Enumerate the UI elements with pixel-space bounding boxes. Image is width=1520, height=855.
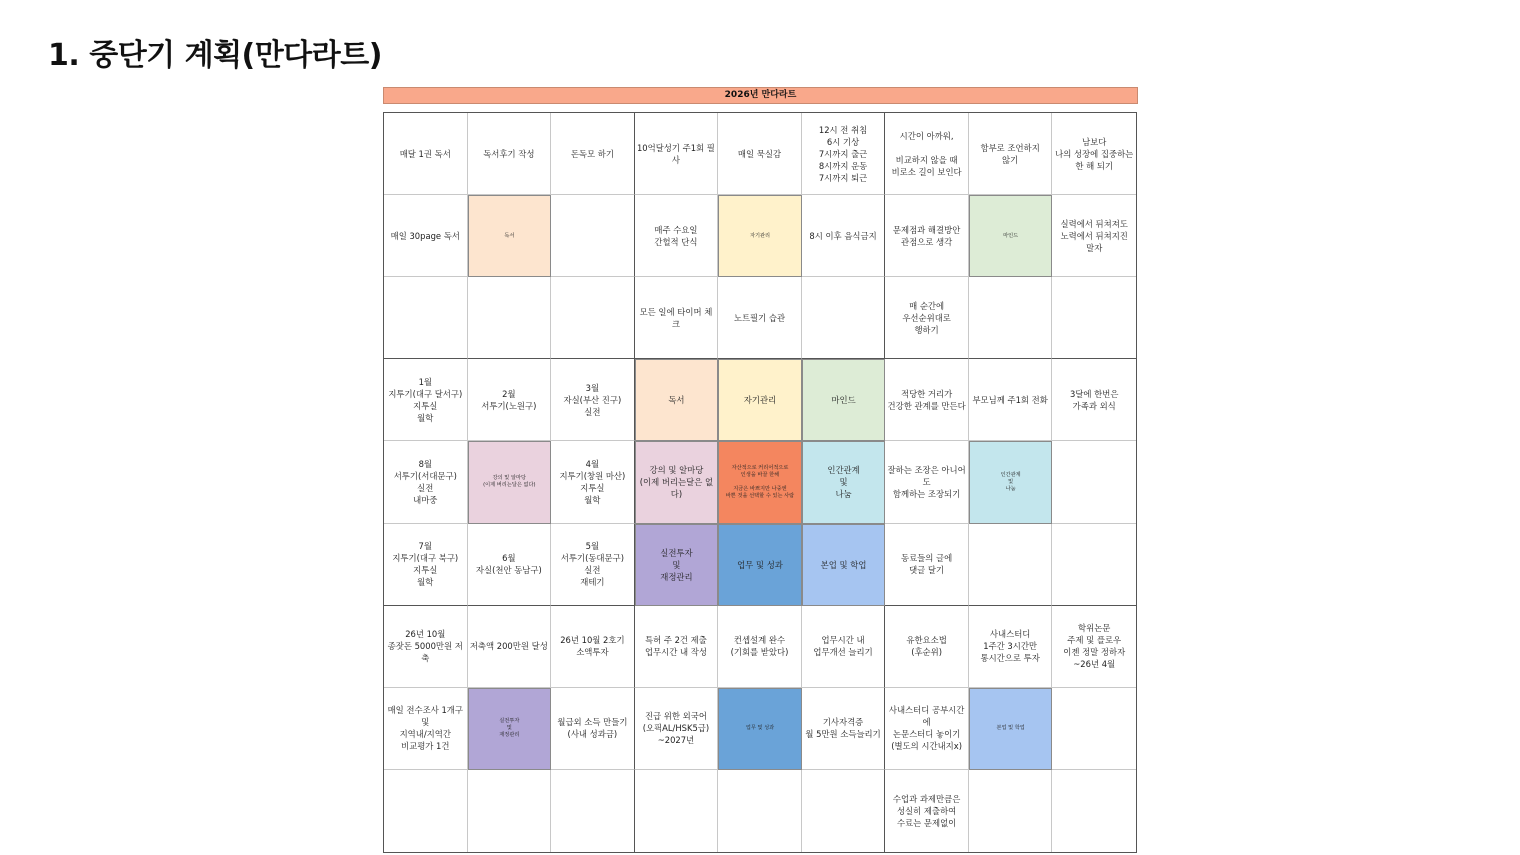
mandalart-cell: 독서후기 작성 bbox=[468, 113, 552, 195]
mandalart-cell: 적당한 거리가 건강한 관계를 만든다 bbox=[885, 359, 969, 441]
mandalart-cell bbox=[802, 770, 886, 852]
mandalart-cell: 월급외 소득 만들기 (사내 성과금) bbox=[551, 688, 635, 770]
mandalart-cell: 1월 지투기(대구 달서구) 지투실 월학 bbox=[384, 359, 468, 441]
mandalart-cell: 매일 30page 독서 bbox=[384, 195, 468, 277]
mandalart-cell: 사내스터디 1주간 3시간만 통시간으로 투자 bbox=[969, 606, 1053, 688]
mandalart-cell bbox=[468, 770, 552, 852]
mandalart-cell bbox=[635, 770, 719, 852]
mandalart-cell bbox=[384, 277, 468, 359]
mandalart-cell: 26년 10월 2호기 소액투자 bbox=[551, 606, 635, 688]
mandalart-cell: 본업 및 학업 bbox=[802, 524, 886, 606]
mandalart-cell: 10억달성기 주1회 필사 bbox=[635, 113, 719, 195]
mandalart-cell: 문제점과 해결방안 관점으로 생각 bbox=[885, 195, 969, 277]
mandalart-cell: 부모님께 주1회 전화 bbox=[969, 359, 1053, 441]
mandalart-cell: 독서 bbox=[468, 195, 552, 277]
mandalart-cell: 사내스터디 공부시간에 논문스터디 놓이기 (별도의 시간내지x) bbox=[885, 688, 969, 770]
mandalart-cell: 남보다 나의 성장에 집중하는 한 해 되기 bbox=[1052, 113, 1136, 195]
mandalart-cell: 자기관리 bbox=[718, 359, 802, 441]
mandalart-cell bbox=[551, 277, 635, 359]
mandalart-cell bbox=[969, 524, 1053, 606]
mandalart-cell: 업무 및 성과 bbox=[718, 688, 802, 770]
mandalart-cell: 모든 일에 타이머 체크 bbox=[635, 277, 719, 359]
mandalart-cell: 8시 이후 음식금지 bbox=[802, 195, 886, 277]
mandalart-cell: 자기관리 bbox=[718, 195, 802, 277]
mandalart-cell bbox=[551, 195, 635, 277]
page-title: 1. 중단기 계획(만다라트) bbox=[48, 38, 382, 73]
mandalart-banner: 2026년 만다라트 bbox=[383, 87, 1138, 104]
mandalart-cell: 4월 지투기(창원 마산) 지투실 월학 bbox=[551, 441, 635, 523]
mandalart-cell: 강의 및 알마당 (이제 버리는달은 없다) bbox=[468, 441, 552, 523]
mandalart-cell: 8월 서투기(서대문구) 실전 내마중 bbox=[384, 441, 468, 523]
mandalart-cell: 7월 지투기(대구 북구) 지투실 월학 bbox=[384, 524, 468, 606]
mandalart-cell: 본업 및 학업 bbox=[969, 688, 1053, 770]
mandalart-cell: 수업과 과제만큼은 성실히 제출하여 수료는 문제없이 bbox=[885, 770, 969, 852]
mandalart-cell bbox=[468, 277, 552, 359]
mandalart-cell: 12시 전 취침 6시 기상 7시까지 출근 8시까지 운동 7시까지 퇴근 bbox=[802, 113, 886, 195]
mandalart-cell: 기사자격증 월 5만원 소득늘리기 bbox=[802, 688, 886, 770]
mandalart-cell: 컨셉설계 완수 (기회를 받았다) bbox=[718, 606, 802, 688]
mandalart-cell: 매주 수요일 간헐적 단식 bbox=[635, 195, 719, 277]
mandalart-cell: 업무시간 내 업무개선 늘리기 bbox=[802, 606, 886, 688]
mandalart-cell: 강의 및 알마당 (이제 버리는달은 없다) bbox=[635, 441, 719, 523]
mandalart-cell: 진급 위한 외국어 (오픽AL/HSK5급) ~2027년 bbox=[635, 688, 719, 770]
mandalart-cell bbox=[1052, 688, 1136, 770]
mandalart-cell bbox=[1052, 524, 1136, 606]
mandalart-cell: 2월 서투기(노원구) bbox=[468, 359, 552, 441]
mandalart-cell: 인간관계 및 나눔 bbox=[969, 441, 1053, 523]
mandalart-cell: 저축액 200만원 달성 bbox=[468, 606, 552, 688]
mandalart-cell bbox=[969, 770, 1053, 852]
mandalart-cell: 특허 주 2건 제출 업무시간 내 작성 bbox=[635, 606, 719, 688]
mandalart-cell: 마인드 bbox=[969, 195, 1053, 277]
mandalart-cell: 노트필기 습관 bbox=[718, 277, 802, 359]
mandalart-cell: 실전투자 및 재정관리 bbox=[468, 688, 552, 770]
mandalart-cell bbox=[384, 770, 468, 852]
mandalart-cell: 학위논문 주제 및 플로우 이젠 정말 정하자 ~26년 4월 bbox=[1052, 606, 1136, 688]
mandalart-cell: 매일 전수조사 1개구 및 지역내/지역간 비교평가 1건 bbox=[384, 688, 468, 770]
mandalart-cell bbox=[802, 277, 886, 359]
mandalart-cell: 5월 서투기(동대문구) 실전 재테기 bbox=[551, 524, 635, 606]
mandalart-cell: 매 순간에 우선순위대로 행하기 bbox=[885, 277, 969, 359]
mandalart-cell: 26년 10월 종잣돈 5000만원 저축 bbox=[384, 606, 468, 688]
mandalart-cell: 실력에서 뒤쳐져도 노력에서 뒤쳐지진 말자 bbox=[1052, 195, 1136, 277]
mandalart-cell: 3달에 한번은 가족과 외식 bbox=[1052, 359, 1136, 441]
mandalart-cell: 독서 bbox=[635, 359, 719, 441]
mandalart-cell: 돈독모 하기 bbox=[551, 113, 635, 195]
mandalart-cell: 동료들의 글에 댓글 달기 bbox=[885, 524, 969, 606]
mandalart-cell bbox=[1052, 277, 1136, 359]
mandalart-cell: 인간관계 및 나눔 bbox=[802, 441, 886, 523]
mandalart-cell bbox=[969, 277, 1053, 359]
mandalart-cell: 6월 자실(천안 동남구) bbox=[468, 524, 552, 606]
mandalart-center-goal: 자산적으로 커리어적으로 인생을 바꿀 한해 지금은 바쁘지만 나중엔 바쁜 것을 선택할 수 있는 사람 bbox=[718, 441, 802, 523]
mandalart-cell bbox=[551, 770, 635, 852]
mandalart-cell bbox=[718, 770, 802, 852]
mandalart-cell: 잘하는 조장은 아니어도 함께하는 조장되기 bbox=[885, 441, 969, 523]
mandalart-grid bbox=[383, 112, 1137, 853]
mandalart-cell: 업무 및 성과 bbox=[718, 524, 802, 606]
mandalart-cell: 유한요소법 (후순위) bbox=[885, 606, 969, 688]
mandalart-cell: 매일 묵실감 bbox=[718, 113, 802, 195]
mandalart-cell bbox=[1052, 770, 1136, 852]
mandalart-cell: 함부로 조언하지 않기 bbox=[969, 113, 1053, 195]
mandalart-cell: 매달 1권 독서 bbox=[384, 113, 468, 195]
mandalart-cell bbox=[1052, 441, 1136, 523]
mandalart-cell: 마인드 bbox=[802, 359, 886, 441]
mandalart-cell: 실전투자 및 재정관리 bbox=[635, 524, 719, 606]
mandalart-cell: 시간이 아까워, 비교하지 않을 때 비로소 길이 보인다 bbox=[885, 113, 969, 195]
mandalart-cell: 3월 자실(부산 진구) 실전 bbox=[551, 359, 635, 441]
